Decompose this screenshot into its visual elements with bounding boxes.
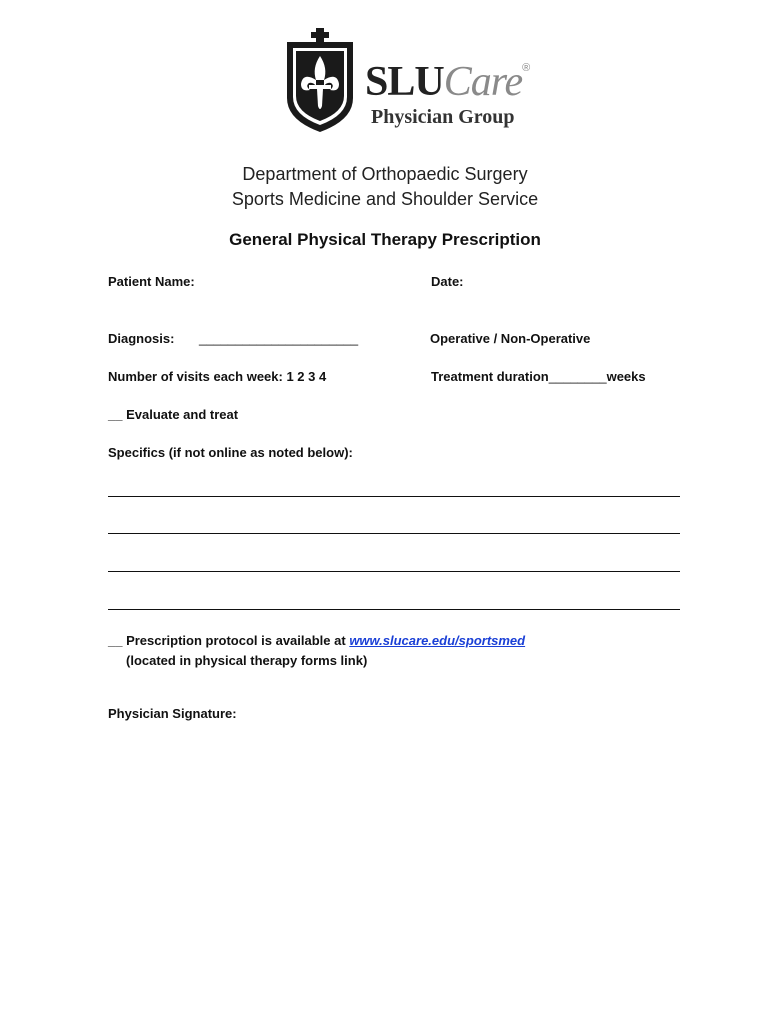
specifics-line-2[interactable] <box>108 533 680 534</box>
operative-options[interactable]: Operative / Non-Operative <box>430 331 591 346</box>
date-label: Date: <box>431 274 464 289</box>
diagnosis-label: Diagnosis: <box>108 331 175 346</box>
specifics-line-1[interactable] <box>108 496 680 497</box>
treatment-duration <box>431 369 646 384</box>
specifics-line-3[interactable] <box>108 571 680 572</box>
brand-wordmark <box>365 58 530 106</box>
protocol-prefix[interactable]: __ Prescription protocol is available at <box>108 633 350 648</box>
department-heading: Department of Orthopaedic Surgery <box>242 164 528 184</box>
slucare-logo <box>285 28 555 134</box>
brand-secondary: Care <box>443 59 523 105</box>
service-heading: Sports Medicine and Shoulder Service <box>231 189 539 209</box>
evaluate-and-treat-option[interactable]: __ Evaluate and treat <box>108 407 239 422</box>
physician-signature-label: Physician Signature: <box>108 706 237 721</box>
patient-name-label: Patient Name: <box>108 274 195 289</box>
brand-primary: SLU <box>365 59 444 105</box>
protocol-note: (located in physical therapy forms link) <box>126 653 368 668</box>
specifics-label: Specifics (if not online as noted below): <box>108 445 353 460</box>
brand-subtitle: Physician Group <box>371 106 515 128</box>
diagnosis-blank[interactable]: ______________________ <box>199 331 359 346</box>
page-title: General Physical Therapy Prescription <box>229 230 541 249</box>
sportsmed-link[interactable]: www.slucare.edu/sportsmed <box>349 633 526 648</box>
treatment-duration-blank[interactable]: ________ <box>548 369 607 384</box>
treatment-duration-label: Treatment duration <box>431 369 549 384</box>
specifics-line-4[interactable] <box>108 609 680 610</box>
fleur-de-lis-shield-icon <box>285 28 355 132</box>
registered-mark: ® <box>522 62 531 74</box>
protocol-option <box>108 633 525 648</box>
visits-per-week[interactable]: Number of visits each week: 1 2 3 4 <box>108 369 327 384</box>
treatment-duration-unit: weeks <box>606 369 646 384</box>
